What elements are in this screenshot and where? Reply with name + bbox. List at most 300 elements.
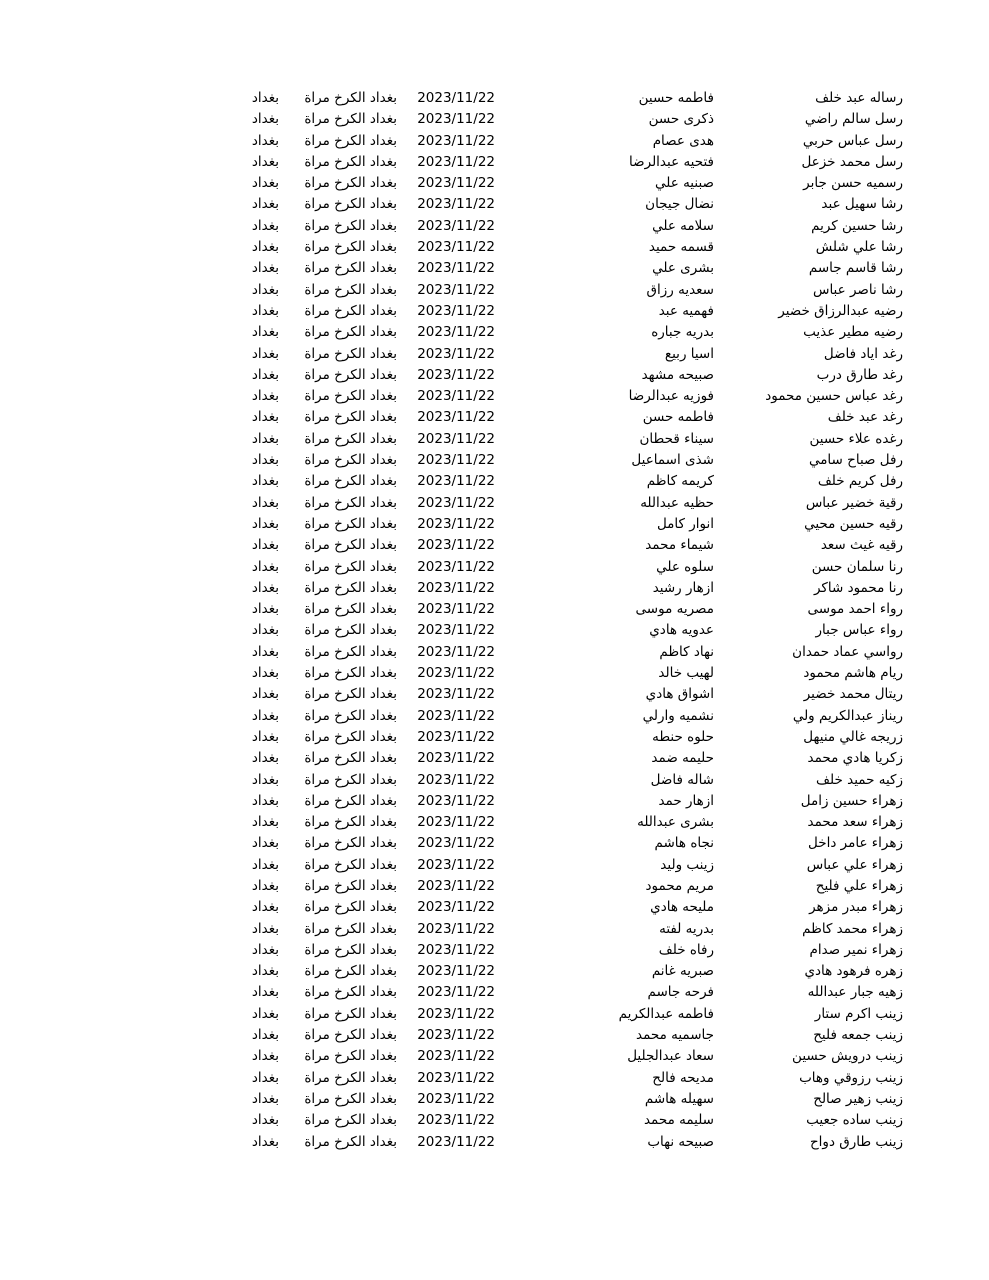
record-date: 2023/11/22 (417, 984, 495, 1001)
province: بغداد (251, 1027, 279, 1044)
person-name: رغد طارق درب (816, 366, 903, 383)
record-date: 2023/11/22 (417, 877, 495, 894)
mother-name: اشواق هادي (645, 686, 714, 703)
location: بغداد الكرخ مراة (304, 324, 397, 341)
province: بغداد (251, 1112, 279, 1129)
province: بغداد (251, 1090, 279, 1107)
mother-name: رفاه خلف (658, 941, 714, 958)
province: بغداد (251, 111, 279, 128)
province: بغداد (251, 473, 279, 490)
table-row (0, 642, 989, 663)
table-row (0, 535, 989, 556)
location: بغداد الكرخ مراة (304, 452, 397, 469)
table-row (0, 258, 989, 279)
record-date: 2023/11/22 (417, 1090, 495, 1107)
table-row (0, 599, 989, 620)
record-date: 2023/11/22 (417, 452, 495, 469)
person-name: زينب ساده جعيب (806, 1112, 903, 1129)
mother-name: ازهار رشيد (652, 579, 714, 596)
record-date: 2023/11/22 (417, 239, 495, 256)
province: بغداد (251, 1069, 279, 1086)
record-date: 2023/11/22 (417, 473, 495, 490)
mother-name: بشرى علي (652, 260, 714, 277)
person-name: زينب رزوقي وهاب (799, 1069, 903, 1086)
person-name: رقيه حسين محيي (804, 515, 903, 532)
location: بغداد الكرخ مراة (304, 941, 397, 958)
table-row (0, 620, 989, 641)
province: بغداد (251, 302, 279, 319)
table-row (0, 493, 989, 514)
location: بغداد الكرخ مراة (304, 814, 397, 831)
table-row (0, 514, 989, 535)
province: بغداد (251, 281, 279, 298)
records-table (0, 88, 989, 1153)
location: بغداد الكرخ مراة (304, 1112, 397, 1129)
person-name: رسميه حسن جابر (803, 175, 903, 192)
record-date: 2023/11/22 (417, 1005, 495, 1022)
table-row (0, 748, 989, 769)
mother-name: صبنيه علي (655, 175, 714, 192)
province: بغداد (251, 1005, 279, 1022)
mother-name: سعاد عبدالجليل (627, 1048, 714, 1065)
location: بغداد الكرخ مراة (304, 792, 397, 809)
province: بغداد (251, 920, 279, 937)
province: بغداد (251, 750, 279, 767)
location: بغداد الكرخ مراة (304, 90, 397, 106)
location: بغداد الكرخ مراة (304, 579, 397, 596)
record-date: 2023/11/22 (417, 281, 495, 298)
person-name: رواسي عماد حمدان (792, 643, 903, 660)
record-date: 2023/11/22 (417, 686, 495, 703)
person-name: ريتال محمد خضير (803, 686, 903, 703)
mother-name: حظيه عبدالله (640, 494, 714, 511)
record-date: 2023/11/22 (417, 302, 495, 319)
location: بغداد الكرخ مراة (304, 494, 397, 511)
person-name: رشا سهيل عبد (821, 196, 903, 213)
person-name: رشا قاسم جاسم (808, 260, 903, 277)
record-date: 2023/11/22 (417, 707, 495, 724)
table-row (0, 855, 989, 876)
table-row (0, 770, 989, 791)
location: بغداد الكرخ مراة (304, 1005, 397, 1022)
location: بغداد الكرخ مراة (304, 537, 397, 554)
province: بغداد (251, 515, 279, 532)
table-row (0, 131, 989, 152)
mother-name: ذكرى حسن (648, 111, 714, 128)
location: بغداد الكرخ مراة (304, 132, 397, 149)
record-date: 2023/11/22 (417, 111, 495, 128)
person-name: زهراء علي عباس (806, 856, 903, 873)
table-row (0, 1110, 989, 1131)
table-row (0, 194, 989, 215)
province: بغداد (251, 153, 279, 170)
table-row (0, 216, 989, 237)
mother-name: مديحه فالح (652, 1069, 714, 1086)
location: بغداد الكرخ مراة (304, 1048, 397, 1065)
person-name: زهراء حسين زامل (800, 792, 903, 809)
record-date: 2023/11/22 (417, 643, 495, 660)
person-name: رغده علاء حسين (809, 430, 903, 447)
record-date: 2023/11/22 (417, 132, 495, 149)
location: بغداد الكرخ مراة (304, 601, 397, 618)
mother-name: فتحيه عبدالرضا (629, 153, 714, 170)
province: بغداد (251, 175, 279, 192)
person-name: رضيه مطير عذيب (803, 324, 903, 341)
mother-name: فاطمه حسن (642, 409, 714, 426)
table-row (0, 961, 989, 982)
record-date: 2023/11/22 (417, 260, 495, 277)
mother-name: شيماء محمد (645, 537, 714, 554)
person-name: زينب درويش حسين (792, 1048, 903, 1065)
mother-name: فوزيه عبدالرضا (628, 388, 714, 405)
person-name: رقيه غيث سعد (820, 537, 903, 554)
location: بغداد الكرخ مراة (304, 643, 397, 660)
table-row (0, 919, 989, 940)
person-name: رفل صباح سامي (808, 452, 903, 469)
mother-name: لهيب خالد (658, 665, 714, 682)
mother-name: فاطمه حسين (638, 90, 714, 106)
mother-name: مصريه موسى (635, 601, 714, 618)
table-row (0, 1089, 989, 1110)
province: بغداد (251, 90, 279, 106)
table-row (0, 173, 989, 194)
person-name: زكيه حميد خلف (816, 771, 903, 788)
mother-name: نجاه هاشم (654, 835, 714, 852)
province: بغداد (251, 388, 279, 405)
location: بغداد الكرخ مراة (304, 111, 397, 128)
province: بغداد (251, 196, 279, 213)
person-name: رشا علي شلش (815, 239, 903, 256)
table-row (0, 429, 989, 450)
location: بغداد الكرخ مراة (304, 388, 397, 405)
table-row (0, 706, 989, 727)
location: بغداد الكرخ مراة (304, 515, 397, 532)
person-name: رغد عباس حسين محمود (765, 388, 903, 405)
province: بغداد (251, 899, 279, 916)
mother-name: سلامه علي (652, 217, 714, 234)
table-row (0, 812, 989, 833)
person-name: زهراء عامر داخل (808, 835, 903, 852)
province: بغداد (251, 558, 279, 575)
record-date: 2023/11/22 (417, 409, 495, 426)
mother-name: شاله فاضل (650, 771, 714, 788)
province: بغداد (251, 132, 279, 149)
province: بغداد (251, 877, 279, 894)
table-row (0, 1132, 989, 1153)
mother-name: حليمه ضمد (651, 750, 714, 767)
province: بغداد (251, 814, 279, 831)
province: بغداد (251, 366, 279, 383)
person-name: زينب جمعه فليح (813, 1027, 903, 1044)
record-date: 2023/11/22 (417, 1027, 495, 1044)
person-name: رواء عباس جبار (815, 622, 903, 639)
location: بغداد الكرخ مراة (304, 175, 397, 192)
location: بغداد الكرخ مراة (304, 856, 397, 873)
table-row (0, 1068, 989, 1089)
person-name: زينب طارق دواح (809, 1133, 903, 1150)
record-date: 2023/11/22 (417, 1133, 495, 1150)
location: بغداد الكرخ مراة (304, 771, 397, 788)
person-name: رسل عباس حربي (802, 132, 903, 149)
record-date: 2023/11/22 (417, 941, 495, 958)
table-row (0, 109, 989, 130)
record-date: 2023/11/22 (417, 750, 495, 767)
person-name: زهيه جبار عبدالله (807, 984, 903, 1001)
location: بغداد الكرخ مراة (304, 409, 397, 426)
location: بغداد الكرخ مراة (304, 920, 397, 937)
person-name: رشا حسين كريم (811, 217, 903, 234)
province: بغداد (251, 665, 279, 682)
location: بغداد الكرخ مراة (304, 877, 397, 894)
record-date: 2023/11/22 (417, 366, 495, 383)
record-date: 2023/11/22 (417, 771, 495, 788)
mother-name: كريمه كاظم (646, 473, 714, 490)
record-date: 2023/11/22 (417, 665, 495, 682)
person-name: رشا ناصر عباس (812, 281, 903, 298)
mother-name: قسمه حميد (648, 239, 714, 256)
province: بغداد (251, 345, 279, 362)
record-date: 2023/11/22 (417, 537, 495, 554)
record-date: 2023/11/22 (417, 430, 495, 447)
person-name: رفل كريم خلف (817, 473, 903, 490)
table-row (0, 365, 989, 386)
mother-name: سهيله هاشم (644, 1090, 714, 1107)
mother-name: مريم محمود (645, 877, 714, 894)
province: بغداد (251, 430, 279, 447)
location: بغداد الكرخ مراة (304, 728, 397, 745)
table-row (0, 386, 989, 407)
record-date: 2023/11/22 (417, 1112, 495, 1129)
location: بغداد الكرخ مراة (304, 899, 397, 916)
table-row (0, 407, 989, 428)
mother-name: فهميه عبد (658, 302, 714, 319)
location: بغداد الكرخ مراة (304, 430, 397, 447)
location: بغداد الكرخ مراة (304, 281, 397, 298)
location: بغداد الكرخ مراة (304, 217, 397, 234)
location: بغداد الكرخ مراة (304, 153, 397, 170)
person-name: رنا محمود شاكر (813, 579, 903, 596)
location: بغداد الكرخ مراة (304, 302, 397, 319)
province: بغداد (251, 324, 279, 341)
record-date: 2023/11/22 (417, 90, 495, 106)
table-row (0, 471, 989, 492)
location: بغداد الكرخ مراة (304, 1133, 397, 1150)
person-name: رسل محمد خزعل (801, 153, 903, 170)
table-row (0, 557, 989, 578)
mother-name: صبيحه مشهد (641, 366, 714, 383)
table-row (0, 833, 989, 854)
table-row (0, 152, 989, 173)
mother-name: بدريه جباره (651, 324, 714, 341)
person-name: ريناز عبدالكريم ولي (792, 707, 903, 724)
person-name: رقية خضير عباس (805, 494, 903, 511)
table-row (0, 684, 989, 705)
province: بغداد (251, 728, 279, 745)
person-name: رغد اياد فاضل (823, 345, 903, 362)
province: بغداد (251, 579, 279, 596)
province: بغداد (251, 494, 279, 511)
table-row (0, 301, 989, 322)
table-row (0, 578, 989, 599)
record-date: 2023/11/22 (417, 856, 495, 873)
location: بغداد الكرخ مراة (304, 239, 397, 256)
record-date: 2023/11/22 (417, 345, 495, 362)
mother-name: هدى عصام (652, 132, 714, 149)
mother-name: صبريه غانم (651, 963, 714, 980)
province: بغداد (251, 452, 279, 469)
record-date: 2023/11/22 (417, 728, 495, 745)
province: بغداد (251, 707, 279, 724)
province: بغداد (251, 601, 279, 618)
table-row (0, 940, 989, 961)
location: بغداد الكرخ مراة (304, 366, 397, 383)
record-date: 2023/11/22 (417, 814, 495, 831)
location: بغداد الكرخ مراة (304, 1027, 397, 1044)
mother-name: مليحه هادي (650, 899, 714, 916)
mother-name: صبيحه نهاب (647, 1133, 714, 1150)
province: بغداد (251, 856, 279, 873)
table-row (0, 280, 989, 301)
record-date: 2023/11/22 (417, 558, 495, 575)
mother-name: فرحه جاسم (647, 984, 714, 1001)
record-date: 2023/11/22 (417, 494, 495, 511)
mother-name: اسيا ربيع (664, 345, 714, 362)
mother-name: نشميه وارلي (642, 707, 714, 724)
table-row (0, 344, 989, 365)
table-row (0, 876, 989, 897)
location: بغداد الكرخ مراة (304, 473, 397, 490)
person-name: رنا سلمان حسن (811, 558, 903, 575)
mother-name: شذى اسماعيل (631, 452, 714, 469)
record-date: 2023/11/22 (417, 515, 495, 532)
person-name: رساله عبد خلف (815, 90, 903, 106)
person-name: زكريا هادي محمد (807, 750, 903, 767)
record-date: 2023/11/22 (417, 835, 495, 852)
location: بغداد الكرخ مراة (304, 707, 397, 724)
person-name: زهراء نمير صدام (809, 941, 903, 958)
person-name: رواء احمد موسى (807, 601, 903, 618)
mother-name: عدويه هادي (649, 622, 714, 639)
location: بغداد الكرخ مراة (304, 260, 397, 277)
province: بغداد (251, 835, 279, 852)
table-row (0, 88, 989, 109)
province: بغداد (251, 686, 279, 703)
mother-name: انوار كامل (656, 515, 714, 532)
mother-name: نضال جيجان (645, 196, 714, 213)
record-date: 2023/11/22 (417, 899, 495, 916)
record-date: 2023/11/22 (417, 196, 495, 213)
province: بغداد (251, 771, 279, 788)
mother-name: ازهار حمد (658, 792, 714, 809)
record-date: 2023/11/22 (417, 217, 495, 234)
record-date: 2023/11/22 (417, 963, 495, 980)
person-name: زهراء مبدر مزهر (809, 899, 903, 916)
mother-name: سعديه رزاق (646, 281, 714, 298)
person-name: رسل سالم راضي (804, 111, 903, 128)
mother-name: جاسميه محمد (635, 1027, 714, 1044)
mother-name: نهاد كاظم (659, 643, 714, 660)
person-name: زينب اكرم ستار (814, 1005, 903, 1022)
record-date: 2023/11/22 (417, 601, 495, 618)
mother-name: حلوه حنطه (652, 728, 714, 745)
location: بغداد الكرخ مراة (304, 686, 397, 703)
record-date: 2023/11/22 (417, 1069, 495, 1086)
location: بغداد الكرخ مراة (304, 196, 397, 213)
province: بغداد (251, 239, 279, 256)
location: بغداد الكرخ مراة (304, 984, 397, 1001)
table-row (0, 897, 989, 918)
record-date: 2023/11/22 (417, 792, 495, 809)
province: بغداد (251, 260, 279, 277)
location: بغداد الكرخ مراة (304, 622, 397, 639)
province: بغداد (251, 792, 279, 809)
mother-name: بشرى عبدالله (637, 814, 714, 831)
person-name: ريام هاشم محمود (803, 665, 903, 682)
mother-name: سيناء قحطان (639, 430, 714, 447)
province: بغداد (251, 984, 279, 1001)
province: بغداد (251, 409, 279, 426)
record-date: 2023/11/22 (417, 622, 495, 639)
location: بغداد الكرخ مراة (304, 1090, 397, 1107)
location: بغداد الكرخ مراة (304, 1069, 397, 1086)
person-name: رغد عبد خلف (827, 409, 903, 426)
mother-name: زينب وليد (660, 856, 714, 873)
record-date: 2023/11/22 (417, 920, 495, 937)
mother-name: فاطمه عبدالكريم (618, 1005, 714, 1022)
province: بغداد (251, 1048, 279, 1065)
location: بغداد الكرخ مراة (304, 835, 397, 852)
location: بغداد الكرخ مراة (304, 750, 397, 767)
table-row (0, 237, 989, 258)
mother-name: سلوه علي (656, 558, 714, 575)
province: بغداد (251, 622, 279, 639)
person-name: رضيه عبدالرزاق خضير (778, 302, 903, 319)
location: بغداد الكرخ مراة (304, 345, 397, 362)
province: بغداد (251, 963, 279, 980)
record-date: 2023/11/22 (417, 579, 495, 596)
table-row (0, 1004, 989, 1025)
person-name: زهراء علي فليح (815, 877, 903, 894)
person-name: زريجه غالي منيهل (803, 728, 903, 745)
table-row (0, 322, 989, 343)
table-row (0, 727, 989, 748)
table-row (0, 982, 989, 1003)
province: بغداد (251, 537, 279, 554)
location: بغداد الكرخ مراة (304, 558, 397, 575)
record-date: 2023/11/22 (417, 388, 495, 405)
mother-name: بدريه لفته (659, 920, 714, 937)
person-name: زهره فرهود هادي (804, 963, 903, 980)
record-date: 2023/11/22 (417, 153, 495, 170)
province: بغداد (251, 1133, 279, 1150)
person-name: زينب زهير صالح (813, 1090, 903, 1107)
person-name: زهراء محمد كاظم (802, 920, 903, 937)
person-name: زهراء سعد محمد (807, 814, 903, 831)
table-row (0, 450, 989, 471)
location: بغداد الكرخ مراة (304, 963, 397, 980)
province: بغداد (251, 217, 279, 234)
table-row (0, 1025, 989, 1046)
record-date: 2023/11/22 (417, 1048, 495, 1065)
province: بغداد (251, 941, 279, 958)
table-row (0, 663, 989, 684)
table-row (0, 791, 989, 812)
record-date: 2023/11/22 (417, 324, 495, 341)
province: بغداد (251, 643, 279, 660)
record-date: 2023/11/22 (417, 175, 495, 192)
location: بغداد الكرخ مراة (304, 665, 397, 682)
mother-name: سليمه محمد (643, 1112, 714, 1129)
